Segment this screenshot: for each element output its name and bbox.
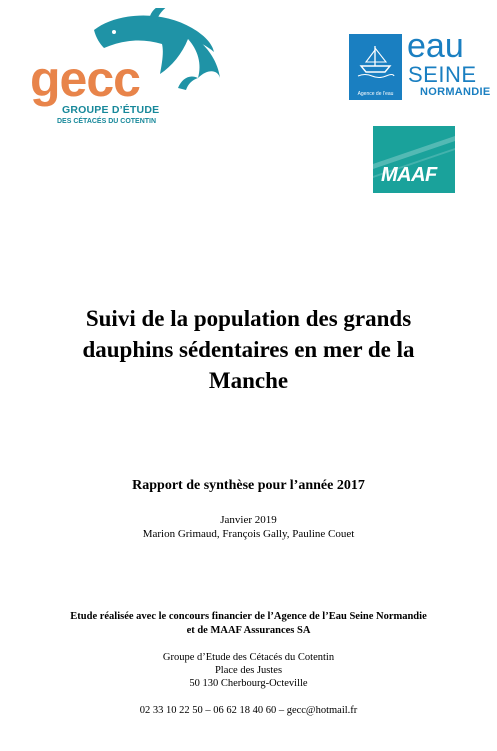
eau-word: eau (407, 27, 464, 65)
address-line: 50 130 Cherbourg-Octeville (189, 678, 308, 689)
maaf-logo (373, 126, 455, 193)
contact-info: 02 33 10 22 50 – 06 62 18 40 60 – gecc@hotmail.fr (139, 705, 358, 716)
gecc-logo (22, 8, 222, 126)
eau-seine-normandie-logo (349, 27, 491, 100)
document-title (20, 303, 477, 396)
agence-badge (349, 34, 402, 100)
report-date: Janvier 2019 (220, 514, 277, 526)
gecc-subtitle-line2: DES CÉTACÉS DU COTENTIN (57, 118, 157, 125)
gecc-wordmark: gecc (30, 51, 140, 107)
funding-statement (0, 610, 497, 638)
gecc-subtitle-line1: GROUPE D’ÉTUDE (62, 104, 160, 116)
title-line: Suivi de la population des grands (85, 306, 412, 331)
organization-address (0, 651, 497, 690)
title-line: dauphins sédentaires en mer de la (82, 337, 415, 362)
funding-line: Etude réalisée avec le concours financier de l’Agence de l’Eau Seine Normandie (70, 611, 427, 622)
address-line: Groupe d’Etude des Cétacés du Cotentin (162, 652, 335, 663)
maaf-wordmark: MAAF (381, 164, 437, 186)
report-authors: Marion Grimaud, François Gally, Pauline Couet (142, 528, 355, 540)
address-line: Place des Justes (214, 665, 283, 676)
funding-line: et de MAAF Assurances SA (186, 625, 311, 636)
normandie-word: NORMANDIE (420, 86, 491, 98)
seine-word: SEINE (408, 62, 477, 87)
agence-badge-text: Agence de l’eau (357, 91, 394, 97)
title-line: Manche (208, 368, 289, 393)
ship-icon (355, 40, 396, 80)
report-subtitle: Rapport de synthèse pour l’année 2017 (132, 478, 365, 493)
